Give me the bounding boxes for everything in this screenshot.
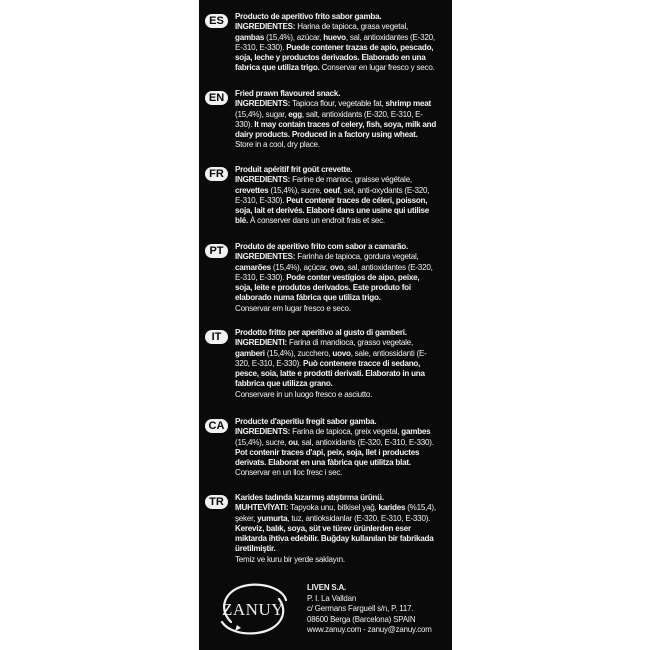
section-text <box>235 241 436 313</box>
language-badge: EN <box>205 91 228 105</box>
ingredient-text: , tuz, antioksidanlar (E-320, E-310, E-330). <box>287 512 431 523</box>
language-badge: FR <box>205 167 228 181</box>
ingredients-label: INGREDIENTS: <box>235 426 291 437</box>
storage-text: Conservar em lugar fresco e seco. <box>235 302 351 313</box>
storage-text: Temiz ve kuru bir yerde saklayın. <box>235 553 345 564</box>
ingredient-bold: camarões <box>235 261 271 272</box>
product-label-panel <box>199 0 452 650</box>
zanuy-logo <box>213 578 293 640</box>
ingredient-bold: Pode conter vestígios de aipo, peixe, soja, leite e produtos derivados. Este produto foi elaborado numa fábrica que utiliza trigo. <box>235 271 420 303</box>
ingredient-text: , salt, antioxidants (E-320, E-310, E-330). <box>235 108 423 129</box>
address-line: 08600 Berga (Barcelona) SPAIN <box>307 613 416 624</box>
logo-wordmark: ZANUY <box>222 600 284 619</box>
ingredient-text: , sel, anti-oxydants (E-320, E-310, E-330). <box>235 184 430 205</box>
ingredient-text: , sale, antiossidanti (E-320, E-310, E-330). <box>235 347 427 368</box>
ingredient-text: (%15,4), şeker, <box>235 502 436 523</box>
ingredients-label: INGREDIENTS: <box>235 98 291 109</box>
contact-line: www.zanuy.com - zanuy@zanuy.com <box>307 624 432 635</box>
product-title: Prodotto fritto per aperitivo al gusto di gamberi. <box>235 327 407 337</box>
ingredients-label: INGREDIENTES: <box>235 21 296 32</box>
section-text <box>235 88 436 150</box>
ingredient-text: (15,4%), sugar, <box>235 108 289 119</box>
ingredient-text: Tapyoka unu, bitkisel yağ, <box>290 502 379 513</box>
product-title: Producte d'aperitiu fregit sabor gamba. <box>235 416 377 426</box>
ingredient-text: Harina de tapioca, grasa vegetal, <box>297 21 409 32</box>
ingredient-text: Tapioca flour, vegetable fat, <box>291 98 386 109</box>
ingredient-bold: Peut contenir traces de céleri, poisson, soja, lait et derivés. Elaboré dans une usine qui utilise blé. <box>235 194 430 226</box>
language-badge: TR <box>205 495 228 509</box>
ingredient-text: (15,4%), sucre, <box>235 436 289 447</box>
product-title: Karides tadında kızarmış atıştırma ürünü. <box>235 492 384 502</box>
ingredients-label: MUHTEVİYATI: <box>235 502 289 513</box>
ingredient-bold: ou <box>288 436 298 447</box>
storage-text: Conservar en un lloc fresc i sec. <box>235 467 343 478</box>
product-title: Fried prawn flavoured snack. <box>235 88 341 98</box>
ingredient-bold: gambas <box>235 31 265 42</box>
ingredient-bold: huevo <box>323 31 346 42</box>
ingredient-bold: shrimp meat <box>385 98 431 109</box>
ingredient-text: (15,4%), açúcar, <box>270 261 330 272</box>
address-line: c/ Germans Farguell s/n, P. 117. <box>307 603 414 614</box>
ingredient-bold: Kereviz, balık, soya, süt ve türev ürünlerden eser miktarda ihtiva edebilir. Buğday kullanılan bir fabrikada üretilmiştir. <box>235 522 434 554</box>
company-name: LIVEN S.A. <box>307 582 347 592</box>
ingredient-bold: gamberi <box>235 347 265 358</box>
ingredients-label: INGREDIENTS: <box>235 174 291 185</box>
ingredient-bold: Puede contener trazas de apio, pescado, soja, leche y productos derivados. Elaborado en una fabrica que utiliza trigo. <box>235 41 434 73</box>
section-text <box>235 492 436 564</box>
ingredient-text: , sal, antioxidantes (E-320, E-310, E-330). <box>235 31 435 52</box>
ingredient-bold: gambes <box>401 426 431 437</box>
section-text <box>235 11 436 73</box>
ingredients-label: INGREDIENTI: <box>235 337 287 348</box>
ingredient-text: (15,4%), azúcar, <box>264 31 324 42</box>
ingredient-text: Farine de manioc, graisse végétale, <box>292 174 412 185</box>
ingredient-text: À conserver dans un endroit frais et sec. <box>247 215 385 226</box>
ingredient-bold: crevettes <box>235 184 269 195</box>
ingredient-bold: Può contenere tracce di sedano, pesce, soia, latte e prodotti derivati. Elaborato in una fabbrica que utilizza grano. <box>235 357 425 389</box>
ingredient-text: (15,4%), zucchero, <box>264 347 333 358</box>
section-text <box>235 164 436 226</box>
ingredient-bold: karides <box>378 502 406 513</box>
section-text <box>235 416 436 478</box>
product-title: Produit apéritif frit goût crevette. <box>235 164 353 174</box>
product-title: Produto de aperitivo frito com sabor a camarão. <box>235 241 409 251</box>
section-text <box>235 327 436 399</box>
ingredient-text: , sal, antioxidants (E-320, E-310, E-330). <box>297 436 434 447</box>
ingredient-text: , sal, antioxidantes (E-320, E-310, E-330). <box>235 261 433 282</box>
language-badge: IT <box>205 330 228 344</box>
address-line: P. I. La Valldan <box>307 592 357 603</box>
ingredient-bold: Pot contenir traces d'api, peix, soja, llet i productes derivats. Elaborat en una fàbrica que utilitza blat. <box>235 446 420 468</box>
ingredients-label: INGREDIENTES: <box>235 251 296 262</box>
product-title: Producto de aperitivo frito sabor gamba. <box>235 11 382 21</box>
storage-text: Conservare in un luogo fresco e asciutto. <box>235 388 373 399</box>
ingredient-bold: uovo <box>332 347 351 358</box>
ingredient-bold: egg <box>288 108 302 119</box>
ingredient-bold: It may contain traces of celery, fish, soya, milk and dairy products. Produced in a factory using wheat. <box>235 118 437 140</box>
language-badge: PT <box>205 244 228 258</box>
language-badge: CA <box>205 419 228 433</box>
storage-text: Store in a cool, dry place. <box>235 139 320 150</box>
ingredient-bold: yumurta <box>257 512 288 523</box>
ingredient-text: Farinha de tapioca, gordura vegetal, <box>297 251 419 262</box>
ingredient-bold: oeuf <box>323 184 340 195</box>
ingredient-text: Farina de tapioca, greix vegetal, <box>292 426 402 437</box>
ingredient-text: Conservar en lugar fresco y seco. <box>319 62 435 73</box>
ingredient-text: (15,4%), sucre, <box>268 184 324 195</box>
company-address <box>307 582 440 635</box>
footer <box>199 576 452 650</box>
ingredient-bold: ovo <box>329 261 344 272</box>
language-badge: ES <box>205 14 228 28</box>
ingredient-text: Farina di mandioca, grasso vegetale, <box>288 337 413 348</box>
